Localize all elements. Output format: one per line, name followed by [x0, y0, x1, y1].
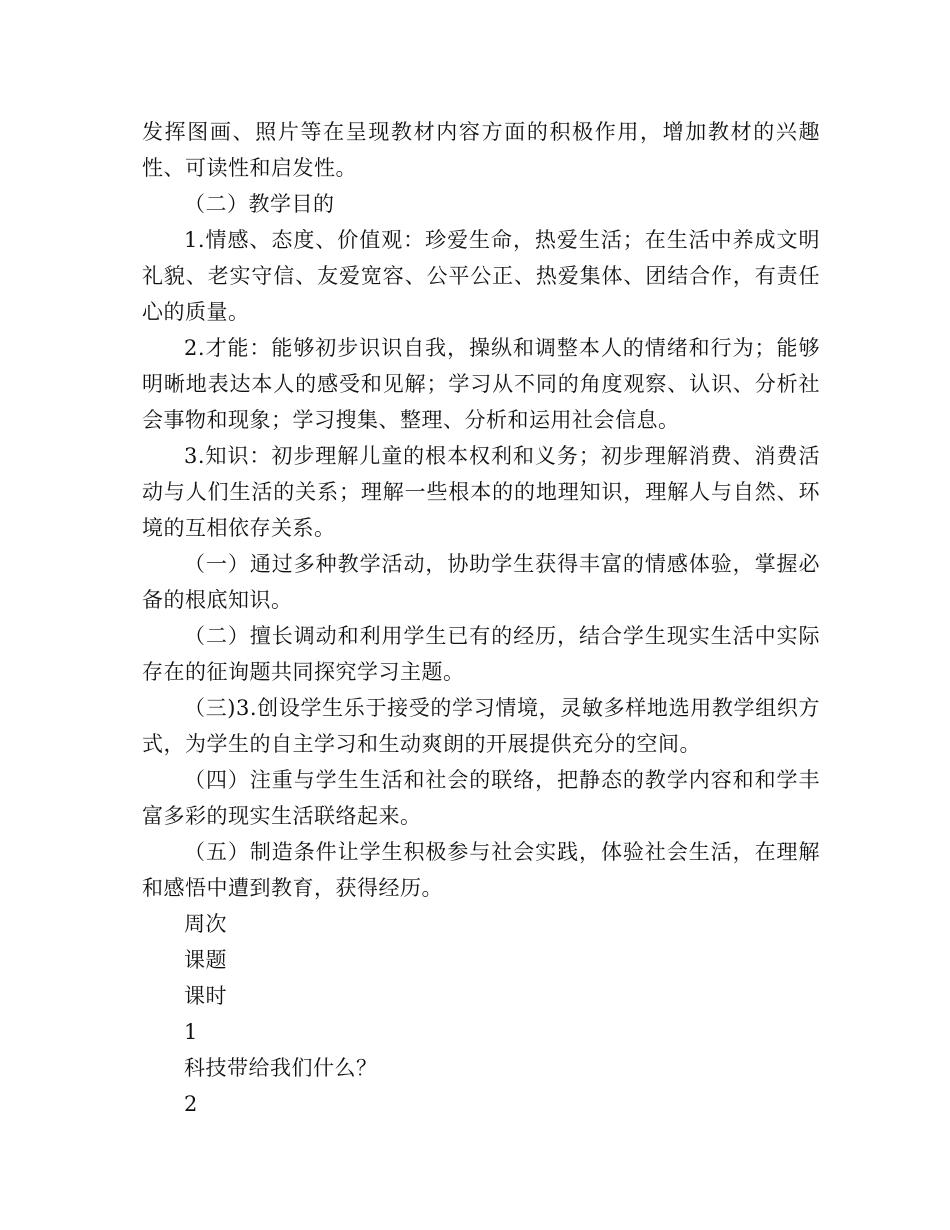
table-cell-periods: 2 — [184, 1092, 198, 1116]
paragraph-goal-knowledge: 3.知识：初步理解儿童的根本权利和义务；初步理解消费、消费活动与人们生活的关系；理解一些根本的的地理知识，理解人与自然、环境的互相依存关系。 — [142, 444, 820, 540]
paragraph-goal-ability: 2.才能：能够初步识识自我，操纵和调整本人的情绪和行为；能够明晰地表达本人的感受和见解；学习从不同的角度观察、认识、分析社会事物和现象；学习搜集、整理、分析和运用社会信息。 — [142, 336, 820, 432]
paragraph-method-1: （一）通过多种教学活动，协助学生获得丰富的情感体验，掌握必备的根底知识。 — [142, 552, 820, 612]
table-header-topic: 课题 — [184, 948, 227, 972]
schedule-table — [142, 906, 820, 1122]
table-header-week: 周次 — [184, 912, 227, 936]
paragraph-method-4: （四）注重与学生生活和社会的联络，把静态的教学内容和和学丰富多彩的现实生活联络起来。 — [142, 768, 820, 828]
table-cell-topic: 科技带给我们什么？ — [184, 1056, 378, 1080]
paragraph-goal-emotion: 1.情感、态度、价值观：珍爱生命，热爱生活；在生活中养成文明礼貌、老实守信、友爱宽容、公平公正、热爱集体、团结合作，有责任心的质量。 — [142, 228, 820, 324]
paragraph-method-3: （三)3.创设学生乐于接受的学习情境，灵敏多样地选用教学组织方式，为学生的自主学习和生动爽朗的开展提供充分的空间。 — [142, 696, 820, 756]
paragraph-intro: 发挥图画、照片等在呈现教材内容方面的积极作用，增加教材的兴趣性、可读性和启发性。 — [142, 120, 820, 180]
table-header-periods: 课时 — [184, 984, 227, 1008]
section-heading-teaching-goals: （二）教学目的 — [184, 192, 335, 216]
table-cell-week: 1 — [184, 1020, 198, 1044]
paragraph-method-2: （二）擅长调动和利用学生已有的经历，结合学生现实生活中实际存在的征询题共同探究学习主题。 — [142, 624, 820, 684]
paragraph-method-5: （五）制造条件让学生积极参与社会实践，体验社会生活，在理解和感悟中遭到教育，获得经历。 — [142, 840, 820, 900]
